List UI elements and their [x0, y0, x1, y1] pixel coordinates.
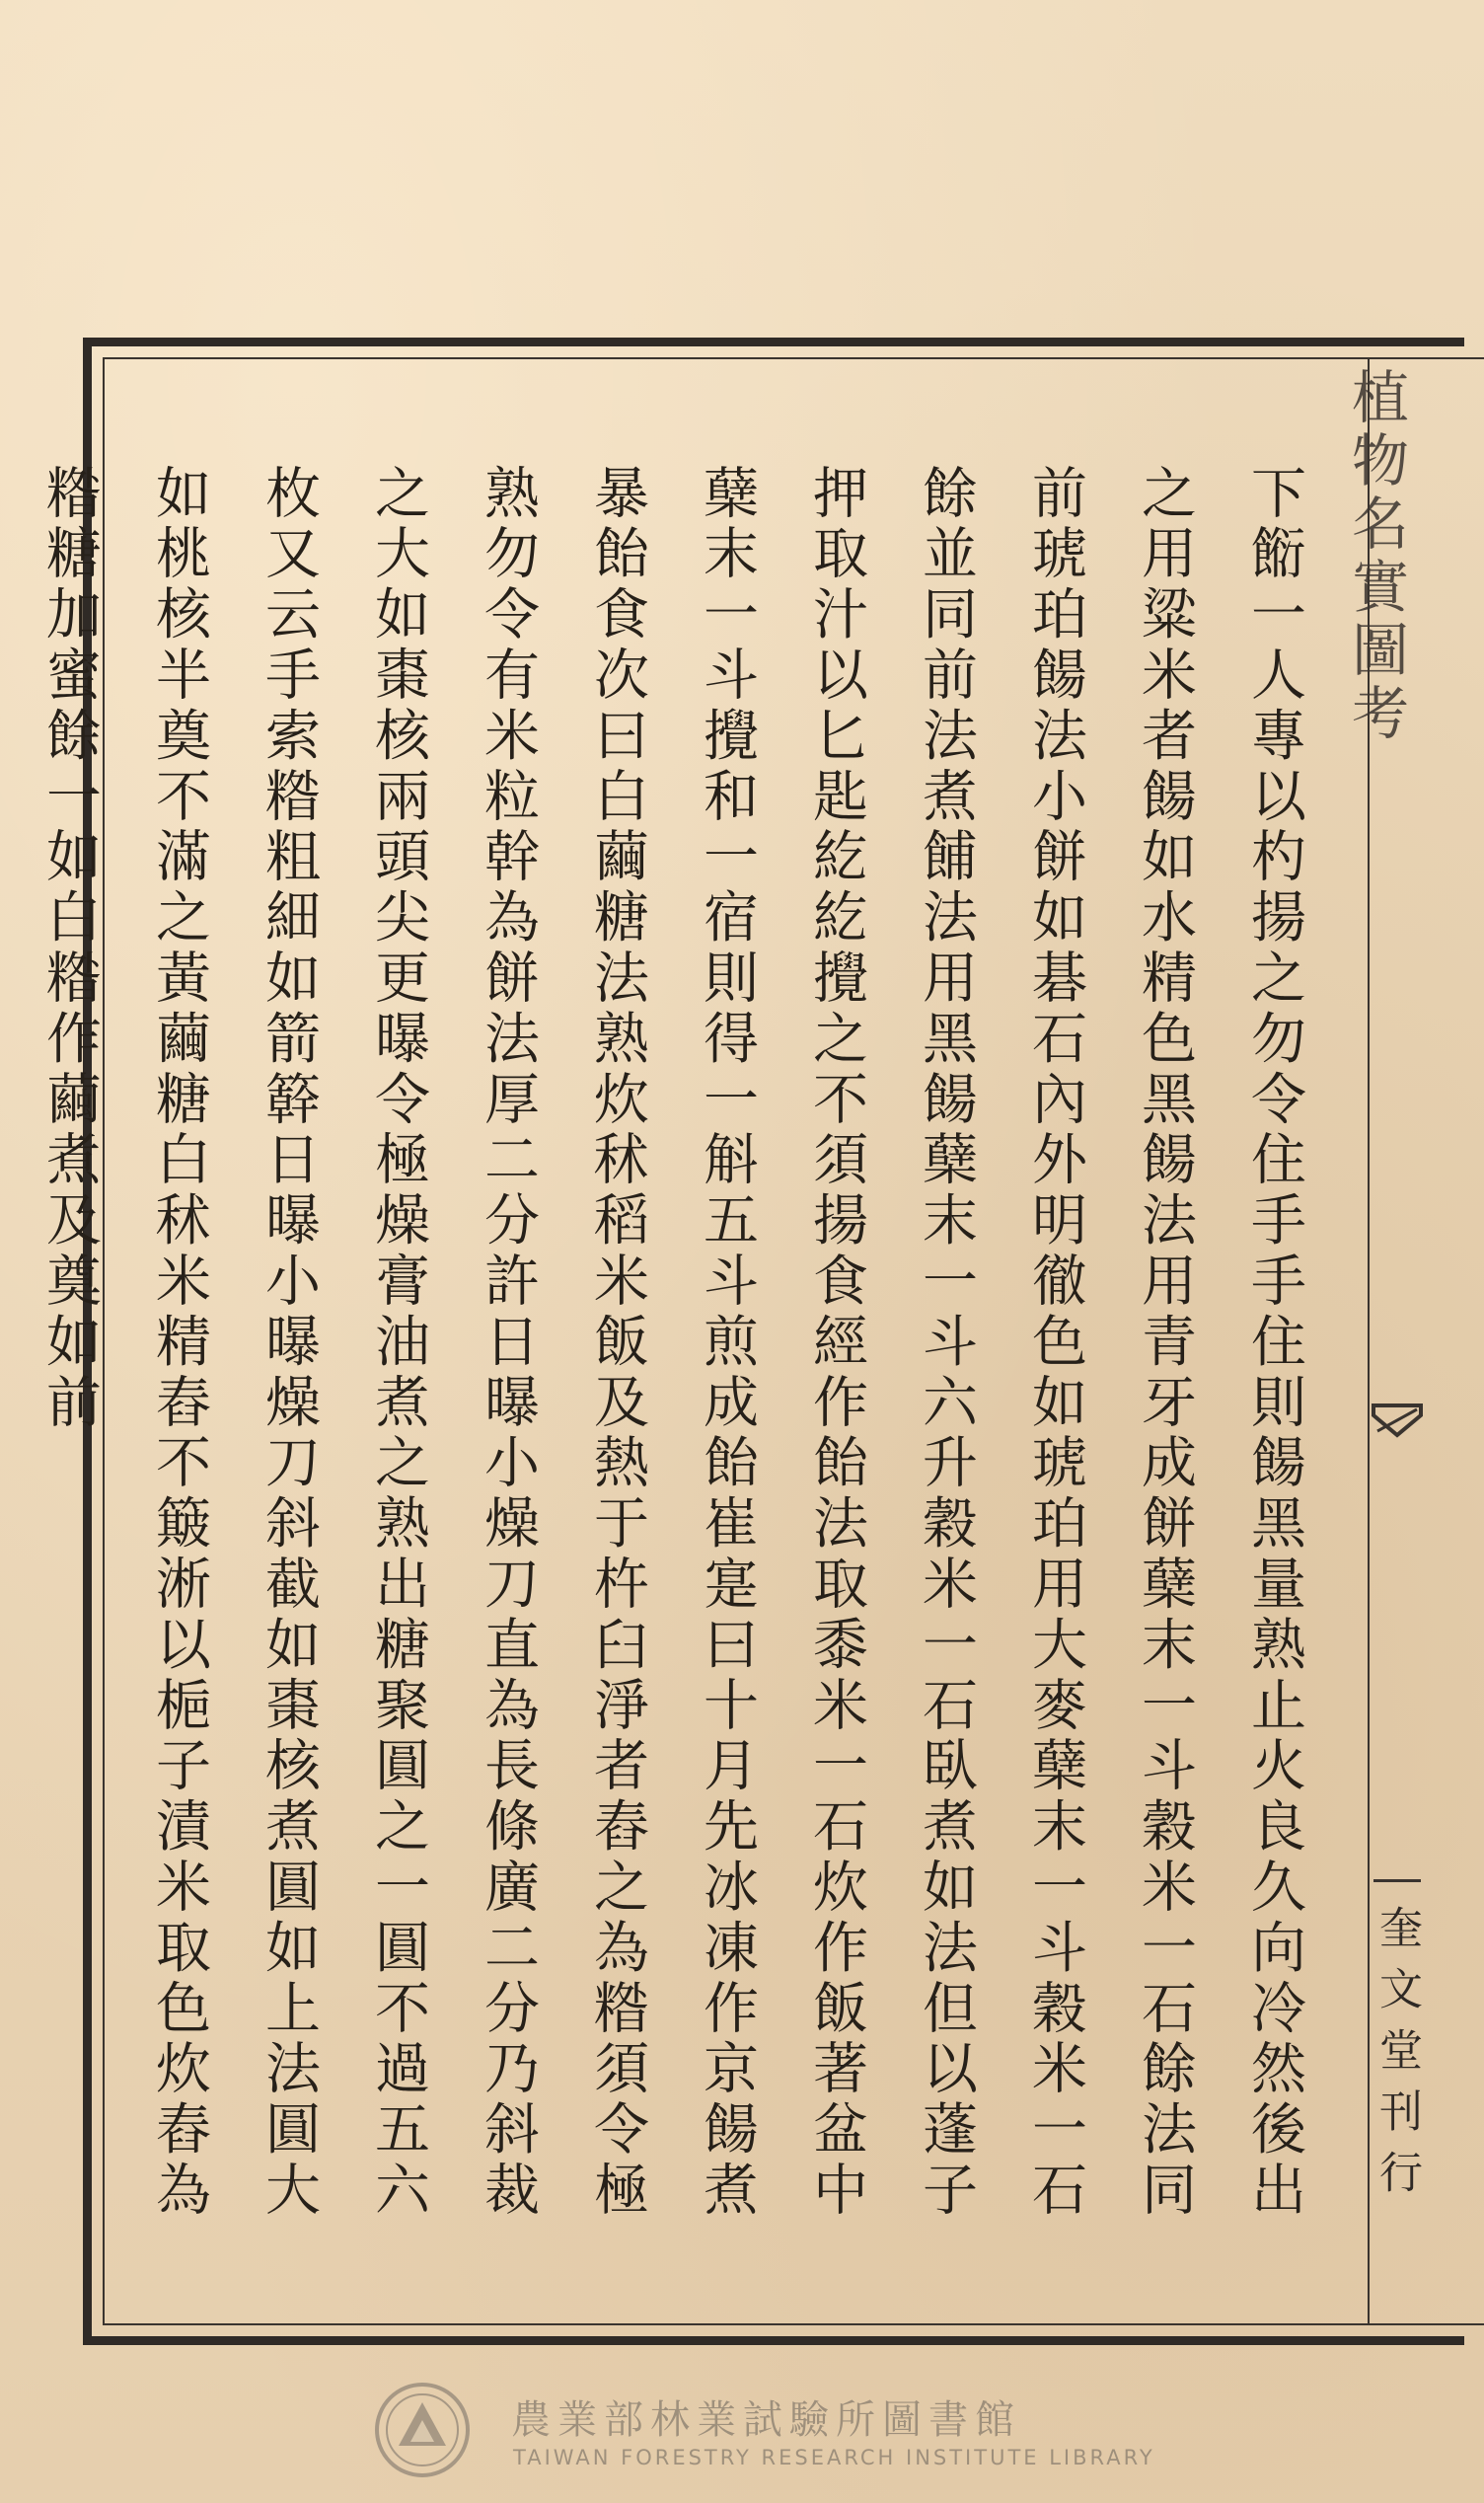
text-column-8: 熟勿令有米粒幹為餅法厚二分許日曝小燥刀直為長條廣二分乃斜裁	[476, 464, 540, 2222]
publisher-rule	[1373, 1879, 1421, 1882]
library-name-english: TAIWAN FORESTRY RESEARCH INSTITUTE LIBRARY	[513, 2446, 1155, 2469]
fishtail-mark-icon	[1373, 1402, 1421, 1439]
text-column-9: 之大如棗核兩頭尖更曝令極燥膏油煮之熟出糖聚圓之一圓不過五六	[366, 464, 430, 2222]
library-name-chinese: 農業部林業試驗所圖書館	[511, 2397, 1021, 2443]
margin-book-title: 植物名實圖考	[1342, 367, 1409, 746]
text-column-10: 枚又云手索糌粗細如箭簳日曝小曝燥刀斜截如棗核煮圓如上法圓大	[257, 464, 321, 2222]
text-column-2: 之用粱米者餳如水精色黑餳法用青牙成餅蘖末一斗穀米一石餘法同	[1133, 464, 1197, 2222]
library-watermark	[373, 2381, 1155, 2489]
text-column-12: 糌糖加蜜餘一如白糌作繭煮及奠如前	[37, 464, 102, 1434]
text-column-3: 前琥珀餳法小餅如碁石內外明徹色如琥珀用大麥蘖末一斗穀米一石	[1023, 464, 1087, 2222]
text-column-7: 暴飴食次曰白繭糖法熟炊秫稻米飯及熱于杵臼淨者舂之為糌須令極	[585, 464, 649, 2222]
library-seal-icon	[373, 2381, 472, 2479]
text-column-1: 下餰一人專以杓揚之勿令住手手住則餳黑量熟止火良久向冷然後出	[1242, 464, 1306, 2222]
text-column-6: 蘖末一斗攪和一宿則得一斛五斗煎成飴崔寔曰十月先冰凍作京餳煮	[695, 464, 759, 2222]
publisher-imprint: 奎文堂刊行	[1372, 1905, 1422, 2211]
text-column-4: 餘並同前法煮餔法用黑餳蘖末一斗六升穀米一石臥煮如法但以蓬子	[914, 464, 978, 2222]
text-column-11: 如桃核半奠不滿之黃繭糖白秫米精舂不簸淅以梔子漬米取色炊舂為	[147, 464, 211, 2222]
text-column-5: 押取汁以匕匙紇紇攪之不須揚食經作飴法取黍米一石炊作飯著盆中	[804, 464, 868, 2222]
